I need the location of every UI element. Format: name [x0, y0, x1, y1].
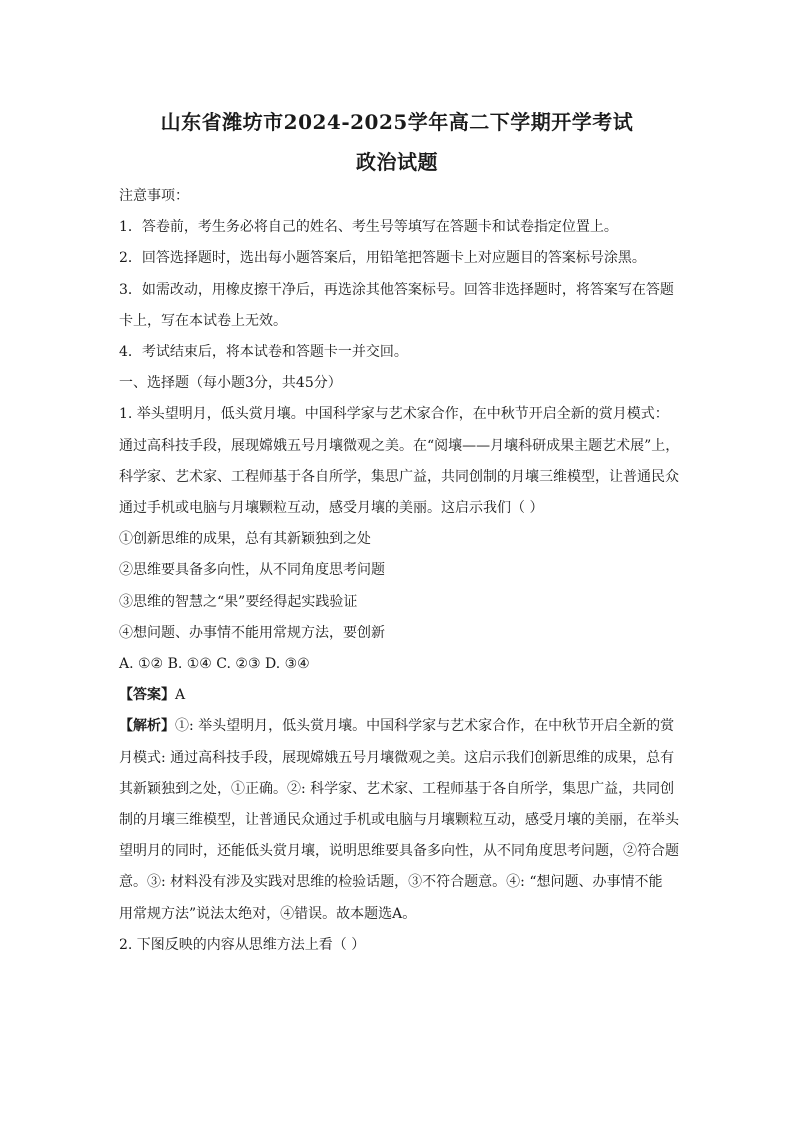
question-stem-line: 通过手机或电脑与月壤颗粒互动，感受月壤的美丽。这启示我们（ ） — [119, 500, 544, 516]
question-stem-line: 2. 下图反映的内容从思维方法上看（ ） — [119, 937, 366, 953]
note-item: 卡上，写在本试卷上无效。 — [119, 313, 287, 329]
analysis-line: 意。③: 材料没有涉及实践对思维的检验话题，③不符合题意。④: “想问题、办事情不能 — [119, 874, 663, 890]
question-stem-line: 科学家、艺术家、工程师基于各自所学，集思广益，共同创制的月壤三维模型，让普通民众 — [119, 469, 679, 485]
note-item: 3．如需改动，用橡皮擦干净后，再选涂其他答案标号。回答非选择题时，将答案写在答题 — [119, 282, 674, 298]
answer-label: 【答案】 — [119, 687, 175, 703]
analysis-line: 制的月壤三维模型，让普通民众通过手机或电脑与月壤颗粒互动，感受月壤的美丽，在举头 — [119, 812, 679, 828]
analysis-line: 月模式: 通过高科技手段，展现嫦娥五号月壤微观之美。这启示我们创新思维的成果，总有 — [119, 750, 675, 766]
analysis-line: 用常规方法”说法太绝对，④错误。故本题选A。 — [119, 906, 417, 922]
question-choices: A. ①② B. ①④ C. ②③ D. ③④ — [119, 656, 310, 672]
analysis-line: 其新颖独到之处，①正确。②: 科学家、艺术家、工程师基于各自所学，集思广益，共同创 — [119, 781, 675, 797]
analysis-line: 望明月的同时，还能低头赏月壤，说明思维要具备多向性，从不同角度思考问题，②符合题 — [119, 843, 679, 859]
analysis-line — [119, 716, 689, 736]
question-stem-line: 通过高科技手段，展现嫦娥五号月壤微观之美。在“阅壤——月壤科研成果主题艺术展”上， — [119, 438, 680, 454]
note-item: 1．答卷前，考生务必将自己的姓名、考生号等填写在答题卡和试卷指定位置上。 — [119, 219, 618, 235]
question-option: ①创新思维的成果，总有其新颖独到之处 — [119, 531, 371, 547]
answer-line — [119, 685, 689, 705]
answer-value: A — [175, 687, 186, 703]
analysis-text: ①: 举头望明月，低头赏月壤。中国科学家与艺术家合作，在中秋节开启全新的赏 — [175, 718, 675, 734]
question-option: ②思维要具备多向性，从不同角度思考问题 — [119, 562, 385, 578]
section-heading: 一、选择题（每小题3分，共45分） — [119, 375, 342, 391]
question-stem-line: 1. 举头望明月，低头赏月壤。中国科学家与艺术家合作，在中秋节开启全新的赏月模式： — [119, 406, 669, 422]
page-subtitle: 政治试题 — [356, 150, 438, 174]
question-option: ④想问题、办事情不能用常规方法，要创新 — [119, 625, 385, 641]
notes-heading: 注意事项： — [119, 188, 189, 204]
question-option: ③思维的智慧之“果”要经得起实践验证 — [119, 594, 358, 610]
analysis-label: 【解析】 — [119, 718, 175, 734]
note-item: 2．回答选择题时，选出每小题答案后，用铅笔把答题卡上对应题目的答案标号涂黑。 — [119, 250, 646, 266]
page-title: 山东省潍坊市2024-2025学年高二下学期开学考试 — [160, 110, 634, 134]
note-item: 4．考试结束后，将本试卷和答题卡一并交回。 — [119, 344, 408, 360]
